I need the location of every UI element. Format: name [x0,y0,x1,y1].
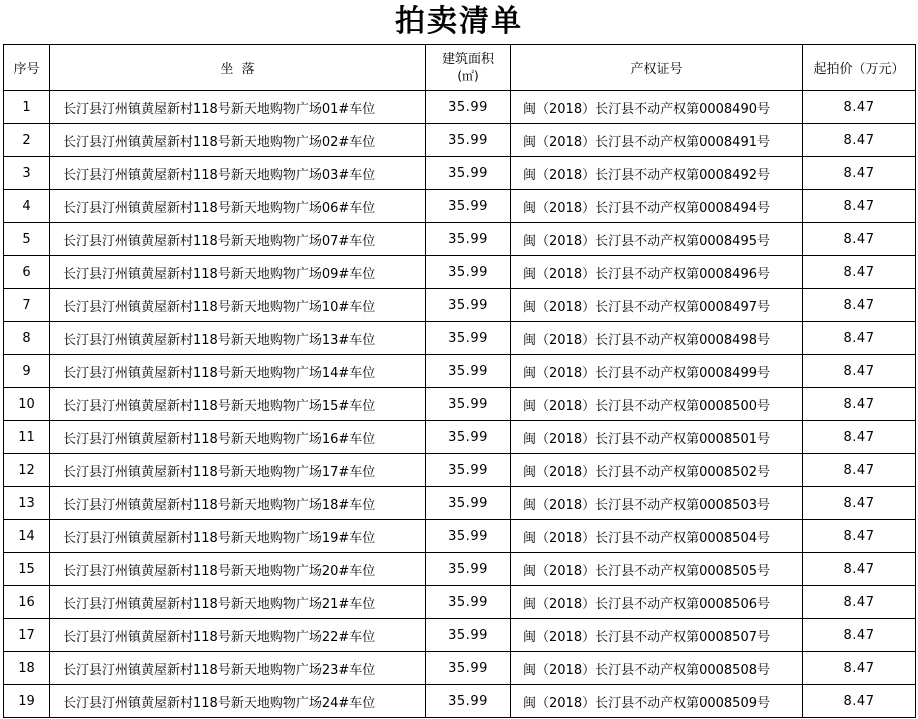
cell-cert: 闽（2018）长汀县不动产权第0008502号 [511,454,803,487]
cell-cert: 闽（2018）长汀县不动产权第0008506号 [511,586,803,619]
cell-cert: 闽（2018）长汀县不动产权第0008491号 [511,124,803,157]
table-row [4,487,916,520]
cell-area: 35.99 [426,553,511,586]
cell-no: 7 [4,289,50,322]
table-row [4,388,916,421]
cell-location: 长汀县汀州镇黄屋新村118号新天地购物广场02#车位 [50,124,426,157]
cell-no: 18 [4,652,50,685]
cell-no: 19 [4,685,50,718]
cell-price: 8.47 [803,454,916,487]
table-row [4,652,916,685]
cell-no: 5 [4,223,50,256]
cell-no: 12 [4,454,50,487]
cell-cert: 闽（2018）长汀县不动产权第0008499号 [511,355,803,388]
cell-no: 2 [4,124,50,157]
cell-area: 35.99 [426,421,511,454]
cell-area: 35.99 [426,157,511,190]
cell-location: 长汀县汀州镇黄屋新村118号新天地购物广场21#车位 [50,586,426,619]
auction-table [3,44,916,718]
header-price: 起拍价（万元） [803,45,916,91]
cell-cert: 闽（2018）长汀县不动产权第0008494号 [511,190,803,223]
cell-area: 35.99 [426,619,511,652]
cell-cert: 闽（2018）长汀县不动产权第0008501号 [511,421,803,454]
cell-cert: 闽（2018）长汀县不动产权第0008507号 [511,619,803,652]
cell-price: 8.47 [803,553,916,586]
cell-location: 长汀县汀州镇黄屋新村118号新天地购物广场06#车位 [50,190,426,223]
cell-area: 35.99 [426,190,511,223]
table-row [4,421,916,454]
cell-price: 8.47 [803,421,916,454]
cell-price: 8.47 [803,124,916,157]
cell-price: 8.47 [803,190,916,223]
cell-cert: 闽（2018）长汀县不动产权第0008498号 [511,322,803,355]
cell-location: 长汀县汀州镇黄屋新村118号新天地购物广场16#车位 [50,421,426,454]
cell-price: 8.47 [803,91,916,124]
table-row [4,619,916,652]
cell-location: 长汀县汀州镇黄屋新村118号新天地购物广场13#车位 [50,322,426,355]
table-body [4,91,916,718]
cell-no: 6 [4,256,50,289]
cell-location: 长汀县汀州镇黄屋新村118号新天地购物广场10#车位 [50,289,426,322]
cell-location: 长汀县汀州镇黄屋新村118号新天地购物广场07#车位 [50,223,426,256]
cell-no: 1 [4,91,50,124]
cell-location: 长汀县汀州镇黄屋新村118号新天地购物广场03#车位 [50,157,426,190]
cell-price: 8.47 [803,586,916,619]
cell-no: 13 [4,487,50,520]
header-area [426,45,511,91]
cell-location: 长汀县汀州镇黄屋新村118号新天地购物广场01#车位 [50,91,426,124]
cell-no: 16 [4,586,50,619]
table-row [4,520,916,553]
cell-location: 长汀县汀州镇黄屋新村118号新天地购物广场15#车位 [50,388,426,421]
table-row [4,256,916,289]
cell-location: 长汀县汀州镇黄屋新村118号新天地购物广场09#车位 [50,256,426,289]
cell-area: 35.99 [426,256,511,289]
cell-area: 35.99 [426,289,511,322]
cell-area: 35.99 [426,652,511,685]
cell-location: 长汀县汀州镇黄屋新村118号新天地购物广场14#车位 [50,355,426,388]
table-row [4,553,916,586]
cell-cert: 闽（2018）长汀县不动产权第0008497号 [511,289,803,322]
cell-no: 15 [4,553,50,586]
cell-area: 35.99 [426,388,511,421]
cell-cert: 闽（2018）长汀县不动产权第0008500号 [511,388,803,421]
cell-price: 8.47 [803,685,916,718]
cell-cert: 闽（2018）长汀县不动产权第0008504号 [511,520,803,553]
table-row [4,322,916,355]
cell-cert: 闽（2018）长汀县不动产权第0008503号 [511,487,803,520]
cell-location: 长汀县汀州镇黄屋新村118号新天地购物广场20#车位 [50,553,426,586]
cell-price: 8.47 [803,487,916,520]
cell-area: 35.99 [426,454,511,487]
table-row [4,157,916,190]
table-row [4,586,916,619]
cell-cert: 闽（2018）长汀县不动产权第0008505号 [511,553,803,586]
table-row [4,685,916,718]
page-title: 拍卖清单 [395,4,523,39]
cell-no: 17 [4,619,50,652]
cell-no: 14 [4,520,50,553]
cell-no: 11 [4,421,50,454]
cell-price: 8.47 [803,223,916,256]
cell-price: 8.47 [803,520,916,553]
cell-area: 35.99 [426,355,511,388]
cell-area: 35.99 [426,685,511,718]
table-header-row [4,45,916,91]
cell-cert: 闽（2018）长汀县不动产权第0008508号 [511,652,803,685]
cell-cert: 闽（2018）长汀县不动产权第0008492号 [511,157,803,190]
cell-price: 8.47 [803,157,916,190]
cell-price: 8.47 [803,619,916,652]
table-row [4,190,916,223]
table-row [4,289,916,322]
cell-no: 3 [4,157,50,190]
cell-cert: 闽（2018）长汀县不动产权第0008496号 [511,256,803,289]
table-row [4,91,916,124]
cell-location: 长汀县汀州镇黄屋新村118号新天地购物广场17#车位 [50,454,426,487]
header-area-label: 建筑面积 [441,51,494,67]
header-area-unit: (㎡) [457,68,479,83]
cell-location: 长汀县汀州镇黄屋新村118号新天地购物广场24#车位 [50,685,426,718]
header-location: 坐 落 [50,45,426,91]
cell-cert: 闽（2018）长汀县不动产权第0008509号 [511,685,803,718]
cell-no: 9 [4,355,50,388]
cell-location: 长汀县汀州镇黄屋新村118号新天地购物广场23#车位 [50,652,426,685]
cell-area: 35.99 [426,322,511,355]
cell-price: 8.47 [803,289,916,322]
cell-no: 10 [4,388,50,421]
cell-area: 35.99 [426,124,511,157]
header-cert: 产权证号 [511,45,803,91]
table-row [4,124,916,157]
table-row [4,223,916,256]
cell-price: 8.47 [803,355,916,388]
cell-location: 长汀县汀州镇黄屋新村118号新天地购物广场22#车位 [50,619,426,652]
cell-area: 35.99 [426,487,511,520]
cell-area: 35.99 [426,586,511,619]
cell-no: 8 [4,322,50,355]
cell-location: 长汀县汀州镇黄屋新村118号新天地购物广场18#车位 [50,487,426,520]
cell-area: 35.99 [426,520,511,553]
cell-location: 长汀县汀州镇黄屋新村118号新天地购物广场19#车位 [50,520,426,553]
table-row [4,355,916,388]
cell-area: 35.99 [426,91,511,124]
cell-price: 8.47 [803,256,916,289]
cell-no: 4 [4,190,50,223]
cell-area: 35.99 [426,223,511,256]
cell-price: 8.47 [803,388,916,421]
table-row [4,454,916,487]
cell-cert: 闽（2018）长汀县不动产权第0008495号 [511,223,803,256]
cell-cert: 闽（2018）长汀县不动产权第0008490号 [511,91,803,124]
cell-price: 8.47 [803,322,916,355]
header-no: 序号 [4,45,50,91]
cell-price: 8.47 [803,652,916,685]
